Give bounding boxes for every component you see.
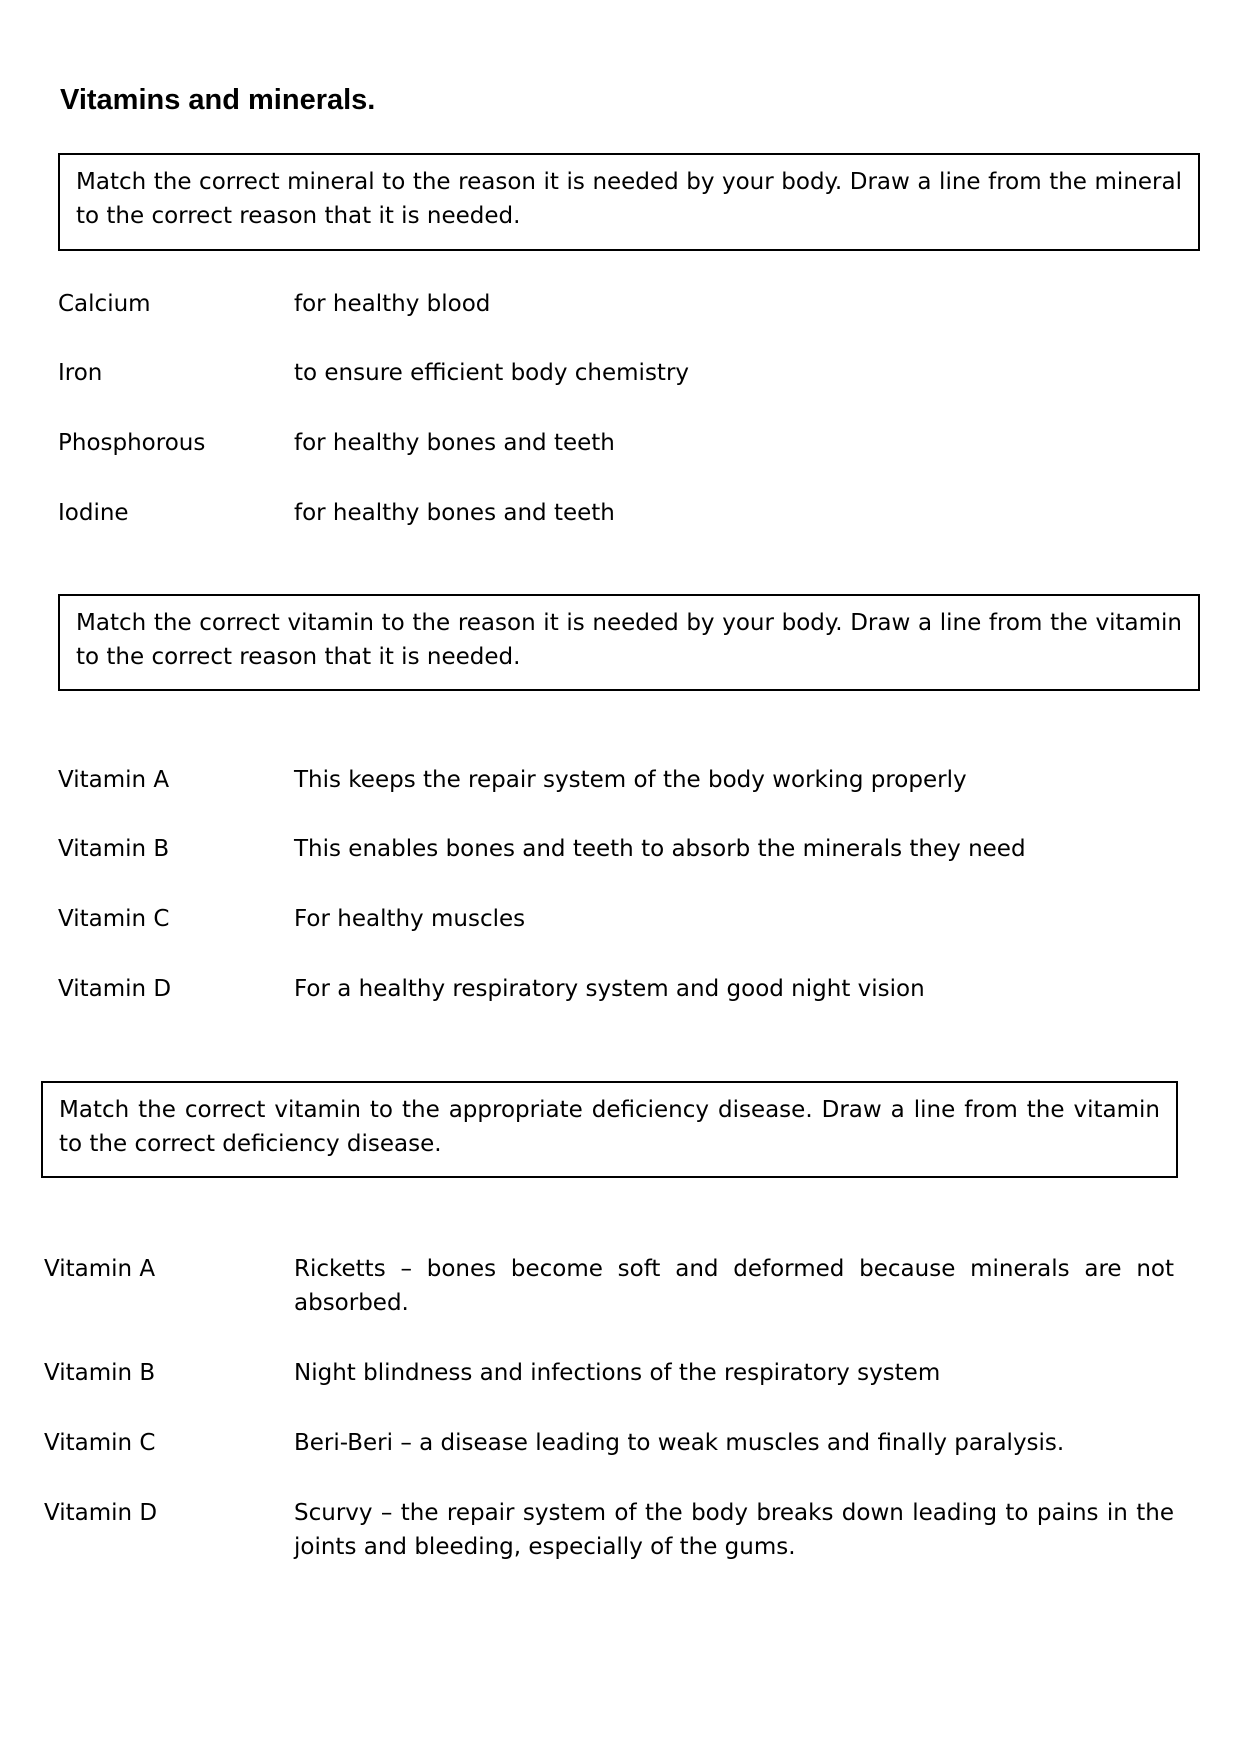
vitamin-reason[interactable]: For healthy muscles — [294, 906, 526, 932]
vitamin-name[interactable]: Vitamin A — [58, 767, 170, 793]
deficiency-instruction-text: Match the correct vitamin to the appropriate deficiency disease. Draw a line from the vitamin to the correct deficiency disease. — [59, 1097, 1160, 1157]
mineral-instruction-box — [58, 153, 1200, 251]
vitamin-reason[interactable]: This keeps the repair system of the body working properly — [294, 767, 967, 793]
deficiency-instruction-box — [41, 1081, 1178, 1178]
vitamin-name[interactable]: Vitamin C — [44, 1430, 156, 1456]
vitamin-name[interactable]: Vitamin D — [58, 976, 172, 1002]
vitamin-name[interactable]: Vitamin D — [44, 1500, 158, 1526]
mineral-name[interactable]: Iron — [58, 360, 103, 386]
deficiency-disease[interactable]: Beri-Beri – a disease leading to weak muscles and finally paralysis. — [294, 1430, 1065, 1456]
vitamin-instruction-box — [58, 594, 1200, 691]
deficiency-disease[interactable]: Ricketts – bones become soft and deformed because minerals are not absorbed. — [294, 1256, 1174, 1316]
vitamin-reason[interactable]: For a healthy respiratory system and good night vision — [294, 976, 925, 1002]
mineral-instruction-text: Match the correct mineral to the reason it is needed by your body. Draw a line from the mineral to the correct reason that it is needed. — [76, 169, 1182, 229]
deficiency-disease[interactable]: Scurvy – the repair system of the body breaks down leading to pains in the joints and bleeding, especially of the gums. — [294, 1500, 1174, 1560]
vitamin-instruction-text: Match the correct vitamin to the reason it is needed by your body. Draw a line from the vitamin to the correct reason that it is needed. — [76, 610, 1182, 670]
mineral-reason[interactable]: to ensure efficient body chemistry — [294, 360, 690, 386]
deficiency-disease[interactable]: Night blindness and infections of the respiratory system — [294, 1360, 941, 1386]
vitamin-name[interactable]: Vitamin B — [44, 1360, 156, 1386]
mineral-reason[interactable]: for healthy bones and teeth — [294, 500, 615, 526]
mineral-reason[interactable]: for healthy bones and teeth — [294, 430, 615, 456]
mineral-name[interactable]: Phosphorous — [58, 430, 206, 456]
vitamin-reason[interactable]: This enables bones and teeth to absorb the minerals they need — [294, 836, 1026, 862]
mineral-name[interactable]: Calcium — [58, 291, 151, 317]
mineral-reason[interactable]: for healthy blood — [294, 291, 491, 317]
vitamin-name[interactable]: Vitamin A — [44, 1256, 156, 1282]
mineral-name[interactable]: Iodine — [58, 500, 129, 526]
page-title: Vitamins and minerals. — [60, 84, 376, 116]
vitamin-name[interactable]: Vitamin C — [58, 906, 170, 932]
vitamin-name[interactable]: Vitamin B — [58, 836, 170, 862]
